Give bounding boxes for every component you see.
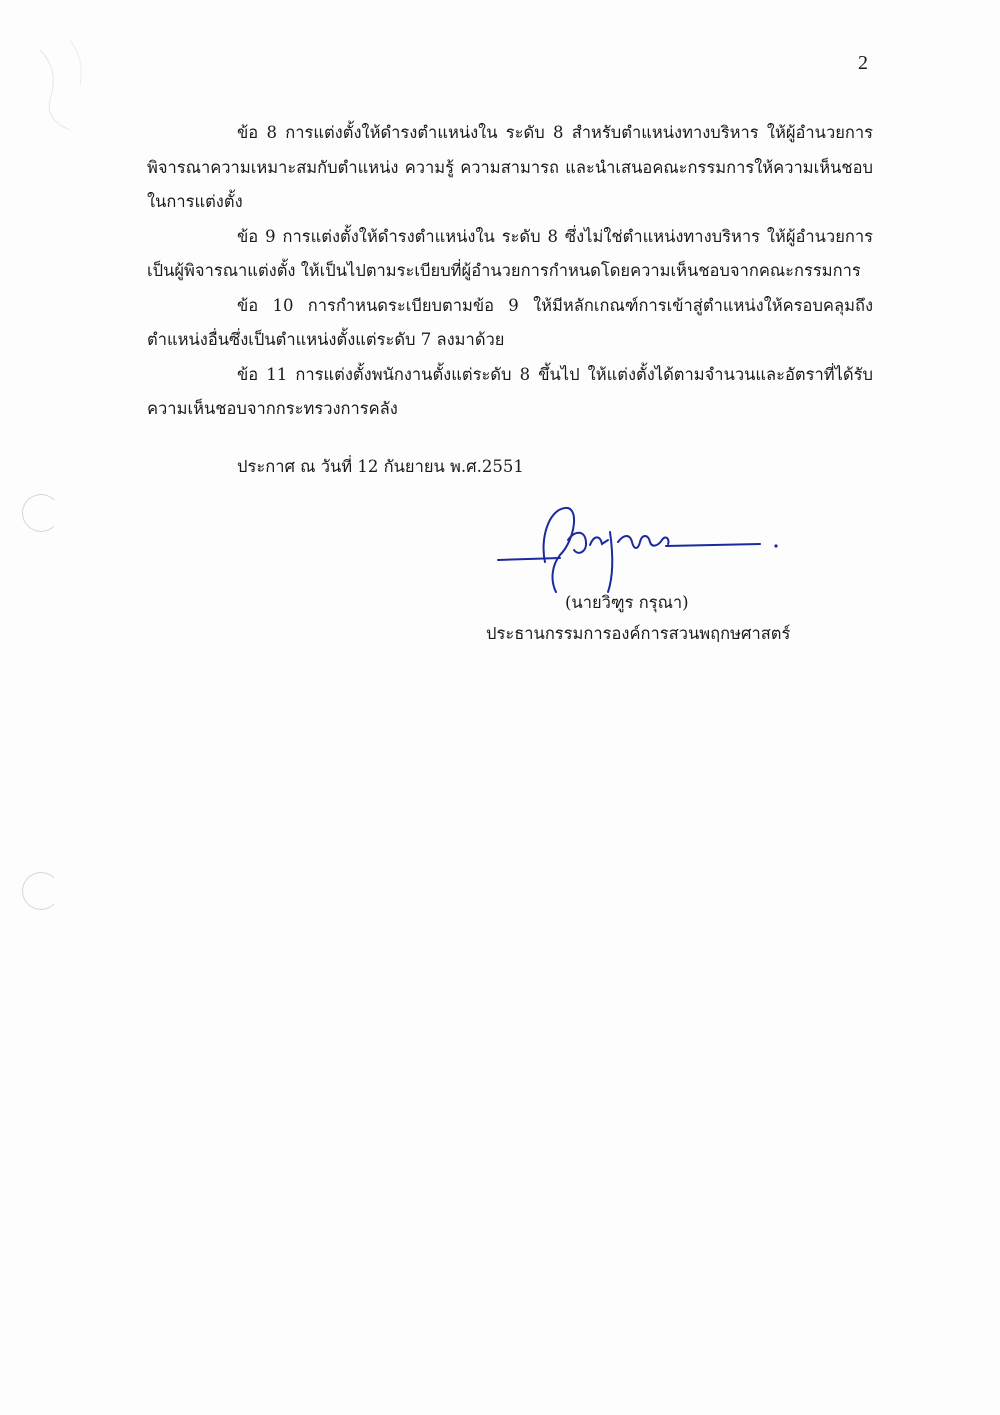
- announcement-date: ประกาศ ณ วันที่ 12 กันยายน พ.ศ.2551: [237, 457, 524, 476]
- punch-hole-top: [22, 494, 60, 532]
- clause-list: [147, 116, 873, 427]
- clause-8: ข้อ 8 การแต่งตั้งให้ดำรงตำแหน่งใน ระดับ 8 สำหรับตำแหน่งทางบริหาร ให้ผู้อำนวยการพิจารณาความเหมาะสมกับตำแหน่ง ความรู้ ความสามารถ และนำเสนอคณะกรรมการให้ความเห็นชอบในการแต่งตั้ง: [147, 123, 873, 211]
- handwritten-signature: [490, 500, 790, 600]
- signer-name: (นายวิฑูร กรุณา): [565, 593, 689, 612]
- signer-title: ประธานกรรมการองค์การสวนพฤกษศาสตร์: [486, 624, 791, 643]
- scan-smudge: [30, 30, 120, 140]
- clause-9: ข้อ 9 การแต่งตั้งให้ดำรงตำแหน่งใน ระดับ 8 ซึ่งไม่ใช่ตำแหน่งทางบริหาร ให้ผู้อำนวยการเป็นผู้พิจารณาแต่งตั้ง ให้เป็นไปตามระเบียบที่ผู้อำนวยการกำหนดโดยความเห็นชอบจากคณะกรรมการ: [147, 226, 873, 280]
- clause-11: ข้อ 11 การแต่งตั้งพนักงานตั้งแต่ระดับ 8 ขึ้นไป ให้แต่งตั้งได้ตามจำนวนและอัตราที่ได้รับความเห็นชอบจากกระทรวงการคลัง: [147, 364, 873, 418]
- punch-hole-bottom: [22, 872, 60, 910]
- page-number: 2: [858, 52, 868, 74]
- clause-10: ข้อ 10 การกำหนดระเบียบตามข้อ 9 ให้มีหลักเกณฑ์การเข้าสู่ตำแหน่งให้ครอบคลุมถึงตำแหน่งอื่นซึ่งเป็นตำแหน่งตั้งแต่ระดับ 7 ลงมาด้วย: [147, 295, 873, 349]
